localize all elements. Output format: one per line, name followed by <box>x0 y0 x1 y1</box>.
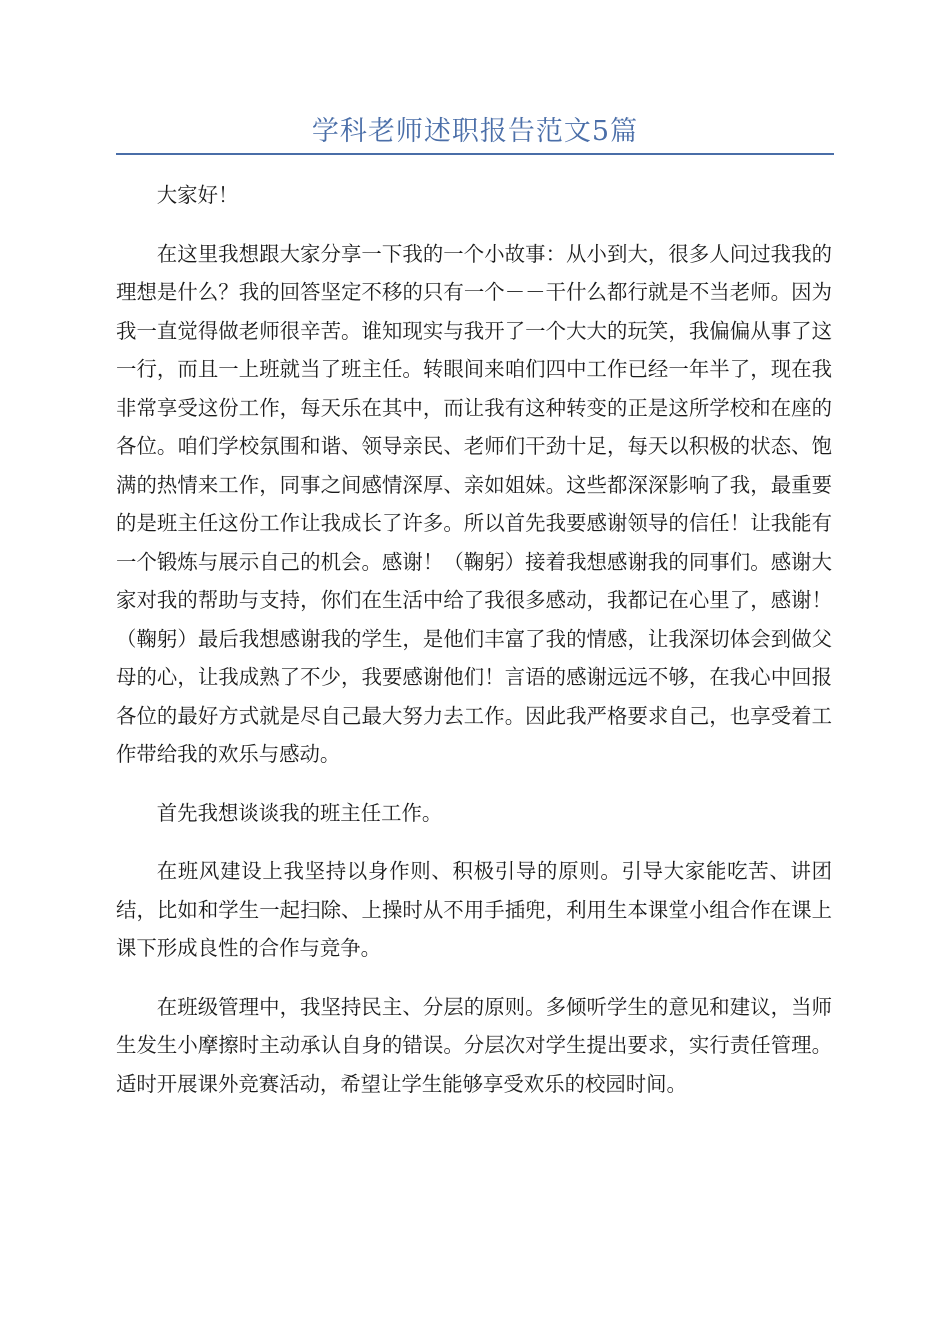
document-title: 学科老师述职报告范文5篇 <box>311 116 639 147</box>
paragraph-greeting: 大家好！ <box>156 183 239 207</box>
paragraph-intro-work: 首先我想谈谈我的班主任工作。 <box>156 800 443 825</box>
document-body <box>116 176 832 1103</box>
paragraph-story: 在这里我想跟大家分享一下我的一个小故事：从小到大，很多人问过我我的理想是什么？我的回答坚定不移的只有一个－－干什么都行就是不当老师。因为我一直觉得做老师很辛苦。谁知现实与我开了一个大大的玩笑，我偏偏从事了这一行，而且一上班就当了班主任。转眼间来咱们四中工作已经一年半了，现在我非常享受这份工作，每天乐在其中，而让我有这种转变的正是这所学校和在座的各位。咱们学校氛围和谐、领导亲民、老师们干劲十足，每天以积极的状态、饱满的热情来工作，同事之间感情深厚、亲如姐妹。这些都深深影响了我，最重要的是班主任这份工作让我成长了许多。所以首先我要感谢领导的信任！让我能有一个锻炼与展示自己的机会。感谢！（鞠躬）接着我想感谢我的同事们。感谢大家对我的帮助与支持，你们在生活中给了我很多感动，我都记在心里了，感谢！（鞠躬）最后我想感谢我的学生，是他们丰富了我的情感，让我深切体会到做父母的心，让我成熟了不少，我要感谢他们！言语的感谢远远不够，在我心中回报各位的最好方式就是尽自己最大努力去工作。因此我严格要求自己，也享受着工作带给我的欢乐与感动。 <box>116 241 832 766</box>
paragraph-class-management: 在班级管理中，我坚持民主、分层的原则。多倾听学生的意见和建议，当师生发生小摩擦时主动承认自身的错误。分层次对学生提出要求，实行责任管理。适时开展课外竞赛活动，希望让学生能够享受欢乐的校园时间。 <box>116 994 832 1096</box>
title-underline <box>116 153 834 155</box>
paragraph-class-style: 在班风建设上我坚持以身作则、积极引导的原则。引导大家能吃苦、讲团结，比如和学生一起扫除、上操时从不用手插兜，利用生本课堂小组合作在课上课下形成良性的合作与竞争。 <box>116 859 832 960</box>
